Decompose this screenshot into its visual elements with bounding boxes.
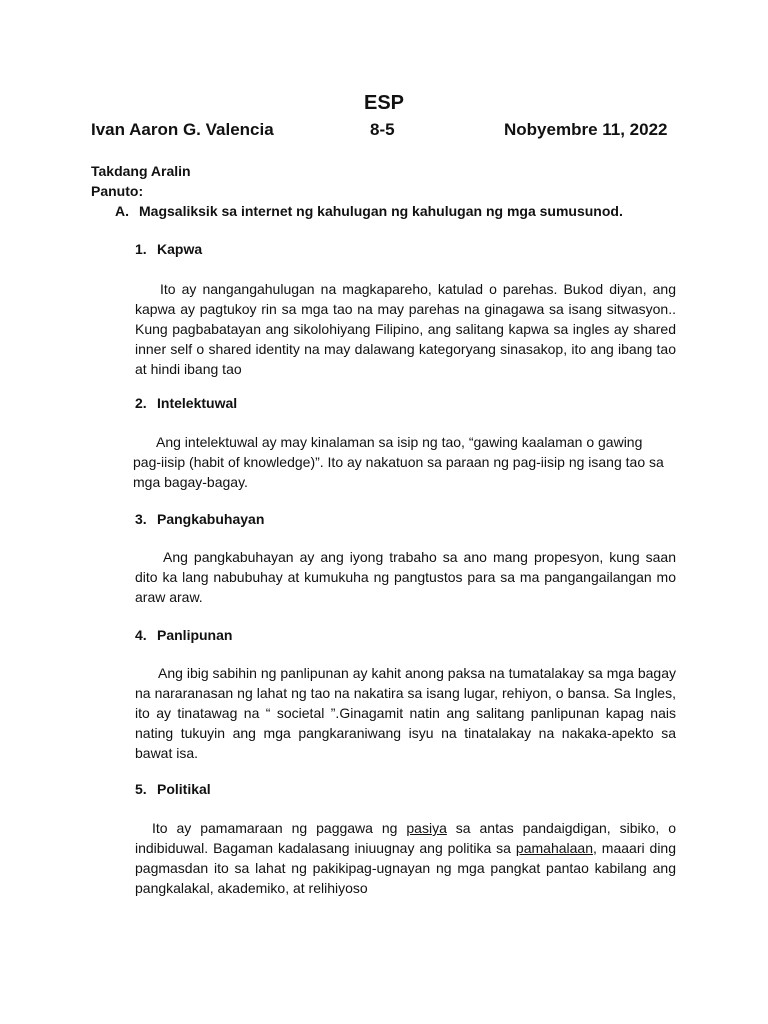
item-text-kapwa: Ito ay nangangahulugan na magkapareho, katulad o parehas. Bukod diyan, ang kapwa ay pagtukoy rin sa mga tao na may parehas na ginagawa sa isang sitwasyon.. Kung pagbabatayan ang sikolohiyang Filipino, ang salitang kapwa sa ingles ay shared inner self o shared identity na may dalawang kategoryang sinasakop, ito ang ibang tao at hindi ibang tao: [135, 281, 676, 377]
text-segment: sa antas pandaigdigan, sibiko, o indibiduwal. Bagaman kadalasang iniuugnay ang politika sa: [135, 820, 676, 856]
item-title: Politikal: [157, 781, 211, 797]
item-heading-kapwa: [135, 241, 202, 257]
item-number: 2.: [135, 395, 147, 411]
item-title: Kapwa: [157, 241, 203, 257]
instruction-text: Magsaliksik sa internet ng kahulugan ng kahulugan ng mga sumusunod.: [139, 203, 623, 219]
assignment-label: Takdang Aralin: [91, 163, 191, 179]
student-section: 8-5: [370, 120, 395, 139]
item-number: 1.: [135, 241, 147, 257]
item-heading-panlipunan: [135, 627, 232, 643]
document-date: Nobyembre 11, 2022: [504, 120, 668, 139]
text-segment: , maaari ding pagmasdan ito sa lahat ng pakikipag-ugnayan ng mga pangkat pantao kabilang ang pangkalakal, akademiko, at relihiyoso: [135, 840, 677, 896]
item-title: Intelektuwal: [157, 395, 238, 411]
instructions-label: Panuto:: [91, 183, 144, 199]
item-number: 3.: [135, 511, 147, 527]
item-text-panlipunan: Ang ibig sabihin ng panlipunan ay kahit anong paksa na tumatalakay sa mga bagay na nararanasan ng lahat ng tao na nakatira sa isang lugar, rehiyon, o bansa. Sa Ingles, ito ay tinatawag na “ societal ”.Ginagamit natin ang salitang panlipunan kapag nais nating tukuyin ang mga pangkaraniwang isyu na tinatalakay na nakaka-apekto sa bawat isa.: [135, 665, 676, 761]
instruction-letter: A.: [115, 203, 129, 219]
student-name: Ivan Aaron G. Valencia: [91, 120, 274, 139]
item-text-intelektuwal: Ang intelektuwal ay may kinalaman sa isip ng tao, “gawing kaalaman o gawing pag-iisip (habit of knowledge)”. Ito ay nakatuon sa paraan ng pag-iisip ng isang tao sa mga bagay-bagay.: [133, 434, 664, 490]
header-row: [91, 120, 681, 142]
item-heading-intelektuwal: [135, 395, 237, 411]
link-pasiya[interactable]: pasiya: [406, 820, 447, 836]
document-title: ESP: [363, 92, 405, 114]
item-heading-politikal: [135, 781, 211, 797]
item-heading-pangkabuhayan: [135, 511, 264, 527]
link-pamahalaan[interactable]: pamahalaan: [515, 840, 593, 856]
item-title: Panlipunan: [157, 627, 233, 643]
item-text-pangkabuhayan: Ang pangkabuhayan ay ang iyong trabaho sa ano mang propesyon, kung saan dito ka lang nabubuhay at kumukuha ng pangtustos para sa ma pangangailangan mo araw araw.: [135, 549, 676, 605]
item-number: 5.: [135, 781, 147, 797]
item-title: Pangkabuhayan: [157, 511, 265, 527]
instruction-a: [115, 203, 623, 219]
item-text-politikal: [135, 818, 676, 898]
item-number: 4.: [135, 627, 147, 643]
text-segment: Ito ay pamamaraan ng paggawa ng: [152, 820, 407, 836]
